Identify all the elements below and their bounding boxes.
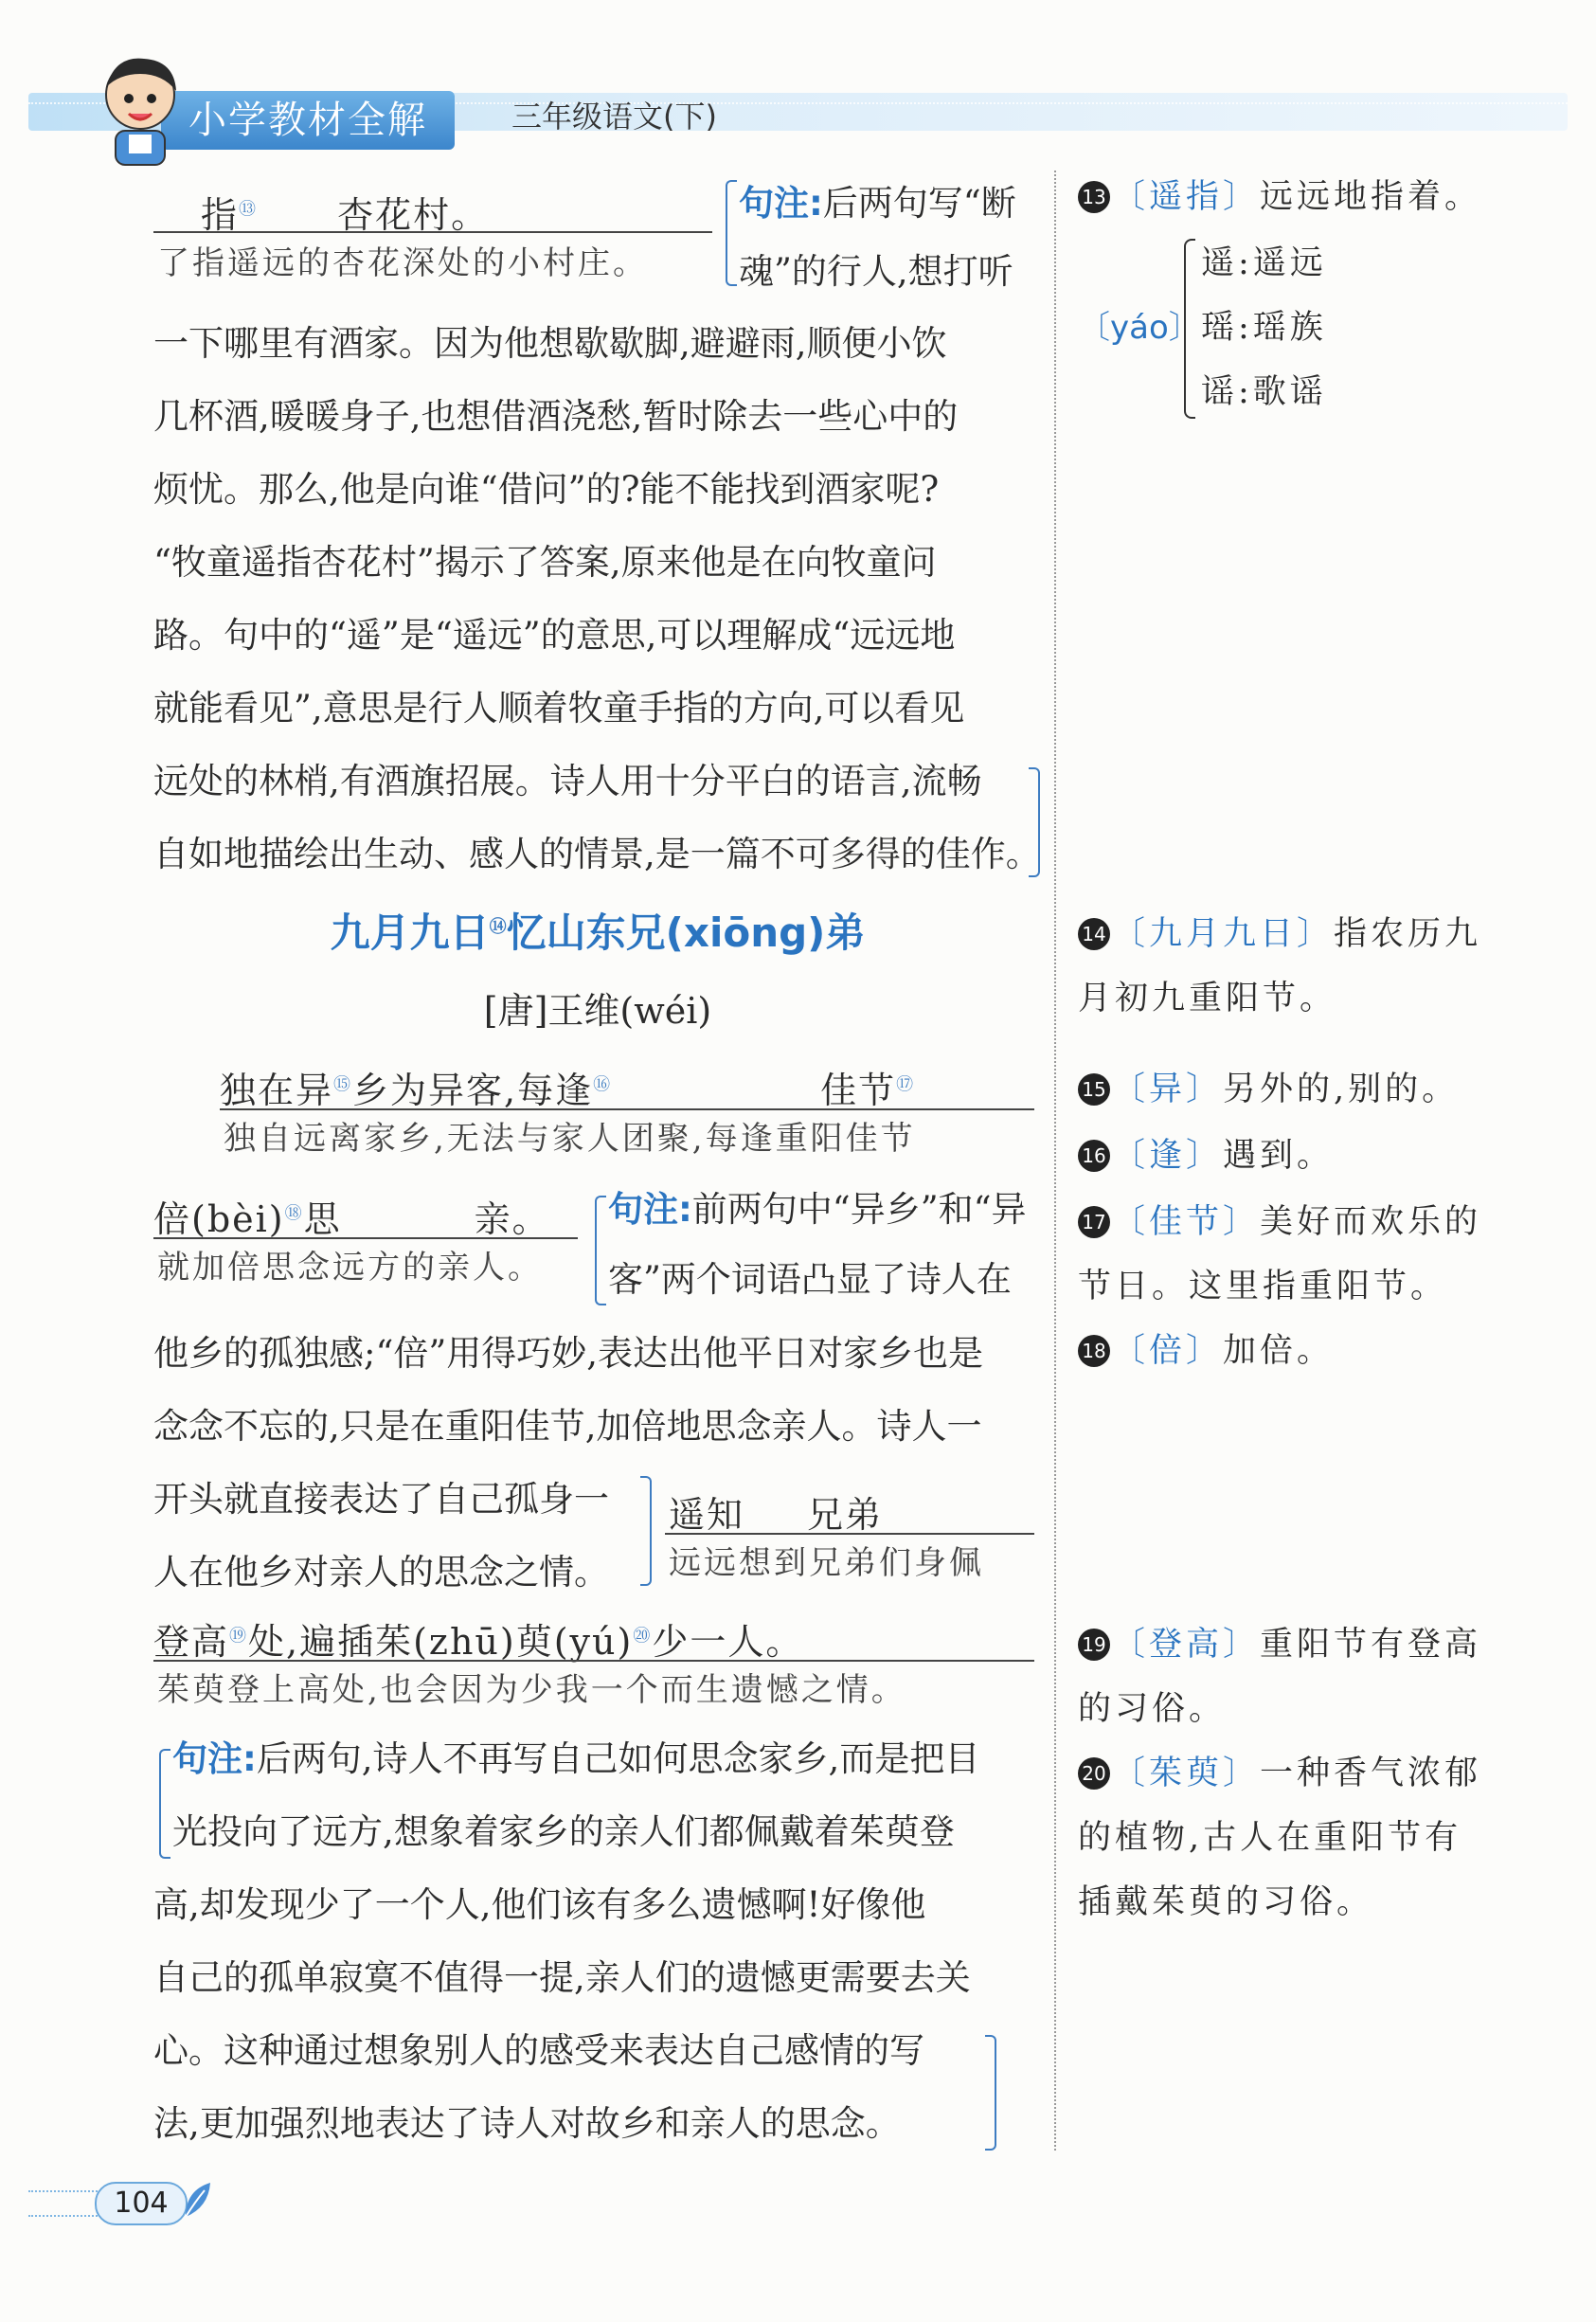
poem-line-4: 登高⑲处,遍插茱(zhū)萸(yú)⑳少一人。: [153, 1621, 804, 1663]
yao-brace: [1184, 239, 1195, 419]
yao-pinyin: 〔yáo〕: [1078, 309, 1201, 347]
note1-line: 自如地描绘出生动、感人的情景,是一篇不可多得的佳作。: [153, 834, 1041, 874]
note1-first: 句注:后两句写“断: [739, 183, 1016, 224]
side-note-17: 17 〔佳节〕美好而欢乐的: [1078, 1190, 1551, 1254]
note-bracket: [159, 1749, 170, 1859]
verse-underline: [153, 1660, 1034, 1662]
yao-item: 谣:歌谣: [1201, 373, 1327, 411]
note1-line: 就能看见”,意思是行人顺着牧童手指的方向,可以看见: [153, 688, 965, 729]
side-note-16: 16 〔逢〕遇到。: [1078, 1124, 1551, 1188]
note-bracket: [726, 180, 737, 286]
footer-stripe: [28, 2190, 104, 2217]
note-bracket: [595, 1196, 606, 1305]
note2-line: 人在他乡对亲人的思念之情。: [153, 1552, 609, 1593]
note3-line: 高,却发现少了一个人,他们该有多么遗憾啊!好像他: [153, 1884, 926, 1925]
note1-line: 烦忧。那么,他是向谁“借问”的?能不能找到酒家呢?: [153, 469, 940, 510]
note2-line: 开头就直接表达了自己孤身一: [153, 1479, 609, 1520]
note-bracket-end: [985, 2035, 996, 2151]
side-note-19: 19 〔登高〕重阳节有登高: [1078, 1612, 1551, 1677]
poem-line-2: 倍(bèi)⑱思 亲。: [153, 1198, 550, 1240]
page-number: 104: [95, 2182, 188, 2225]
note2-line: 他乡的孤独感;“倍”用得巧妙,表达出他平日对家乡也是: [153, 1333, 984, 1374]
yao-item: 遥:遥远: [1201, 244, 1327, 282]
side-note-14-cont: 月初九重阳节。: [1078, 980, 1337, 1017]
note3-line: 光投向了远方,想象着家乡的亲人们都佩戴着茱萸登: [172, 1811, 955, 1852]
verse-gloss: 了指遥远的杏花深处的小村庄。: [157, 244, 648, 282]
side-note-17-cont: 节日。这里指重阳节。: [1078, 1268, 1448, 1305]
note1-second: 魂”的行人,想打听: [739, 251, 1013, 292]
note-bracket-end: [1029, 767, 1040, 877]
side-note-19-cont: 的习俗。: [1078, 1690, 1227, 1728]
note2-second: 客”两个词语凸显了诗人在: [608, 1259, 1012, 1300]
poem-line-1: 独在异⑮乡为异客,每逢⑯ 佳节⑰: [220, 1070, 916, 1111]
verse-underline: [153, 1237, 578, 1239]
note1-line: 几杯酒,暖暖身子,也想借酒浇愁,暂时除去一些心中的: [153, 396, 959, 437]
note1-line: 远处的林梢,有酒旗招展。诗人用十分平白的语言,流畅: [153, 761, 982, 801]
note3-line: 自己的孤单寂寞不值得一提,亲人们的遗憾更需要去关: [153, 1957, 971, 1998]
note-bracket-end: [640, 1476, 652, 1586]
side-note-15: 15 〔异〕另外的,别的。: [1078, 1057, 1551, 1122]
note3-line: 法,更加强烈地表达了诗人对故乡和亲人的思念。: [153, 2103, 901, 2144]
side-note-20-cont: 的植物,古人在重阳节有: [1078, 1819, 1462, 1857]
verse-underline: [665, 1533, 1034, 1535]
leaf-icon: [180, 2179, 214, 2221]
verse-gloss: 茱萸登上高处,也会因为少我一个而生遗憾之情。: [157, 1671, 906, 1709]
verse-gloss: 就加倍思念远方的亲人。: [157, 1249, 543, 1287]
note2-line: 念念不忘的,只是在重阳佳节,加倍地思念亲人。诗人一: [153, 1406, 982, 1447]
note2-first: 句注:前两句中“异乡”和“异: [608, 1189, 1027, 1230]
verse-gloss: 独自远离家乡,无法与家人团聚,每逢重阳佳节: [224, 1120, 916, 1158]
note1-line: “牧童遥指杏花村”揭示了答案,原来他是在向牧童问: [153, 542, 937, 583]
verse-line-top: 指⑬ 杏花村。: [201, 194, 490, 236]
note3-first: 句注:后两句,诗人不再写自己如何思念家乡,而是把目: [172, 1738, 980, 1779]
note1-line: 一下哪里有酒家。因为他想歇歇脚,避避雨,顺便小饮: [153, 323, 947, 364]
poem-author: [唐]王维(wéi): [483, 990, 712, 1032]
note1-line: 路。句中的“遥”是“遥远”的意思,可以理解成“远远地: [153, 615, 956, 656]
side-note-18: 18 〔倍〕加倍。: [1078, 1319, 1551, 1383]
side-note-14: 14 〔九月九日〕指农历九: [1078, 902, 1551, 966]
verse-underline: [220, 1108, 1034, 1110]
yao-item: 瑶:瑶族: [1201, 309, 1327, 347]
side-note-20-cont: 插戴茱萸的习俗。: [1078, 1883, 1374, 1921]
poem-title: 九月九日⑭忆山东兄(xiōng)弟: [330, 909, 866, 956]
side-note-20: 20 〔茱萸〕一种香气浓郁: [1078, 1741, 1551, 1806]
poem-line-3: 遥知 兄弟: [669, 1494, 884, 1536]
column-divider: [1054, 171, 1056, 2151]
note3-line: 心。这种通过想象别人的感受来表达自己感情的写: [153, 2030, 924, 2071]
brand-title: 小学教材全解: [161, 91, 455, 150]
verse-gloss: 远远想到兄弟们身佩: [669, 1544, 984, 1582]
verse-underline: [153, 231, 712, 233]
book-title: 三年级语文(下): [511, 99, 717, 135]
side-note-13: 13 〔遥指〕远远地指着。: [1078, 165, 1551, 229]
mascot-boy-icon: [87, 49, 193, 167]
